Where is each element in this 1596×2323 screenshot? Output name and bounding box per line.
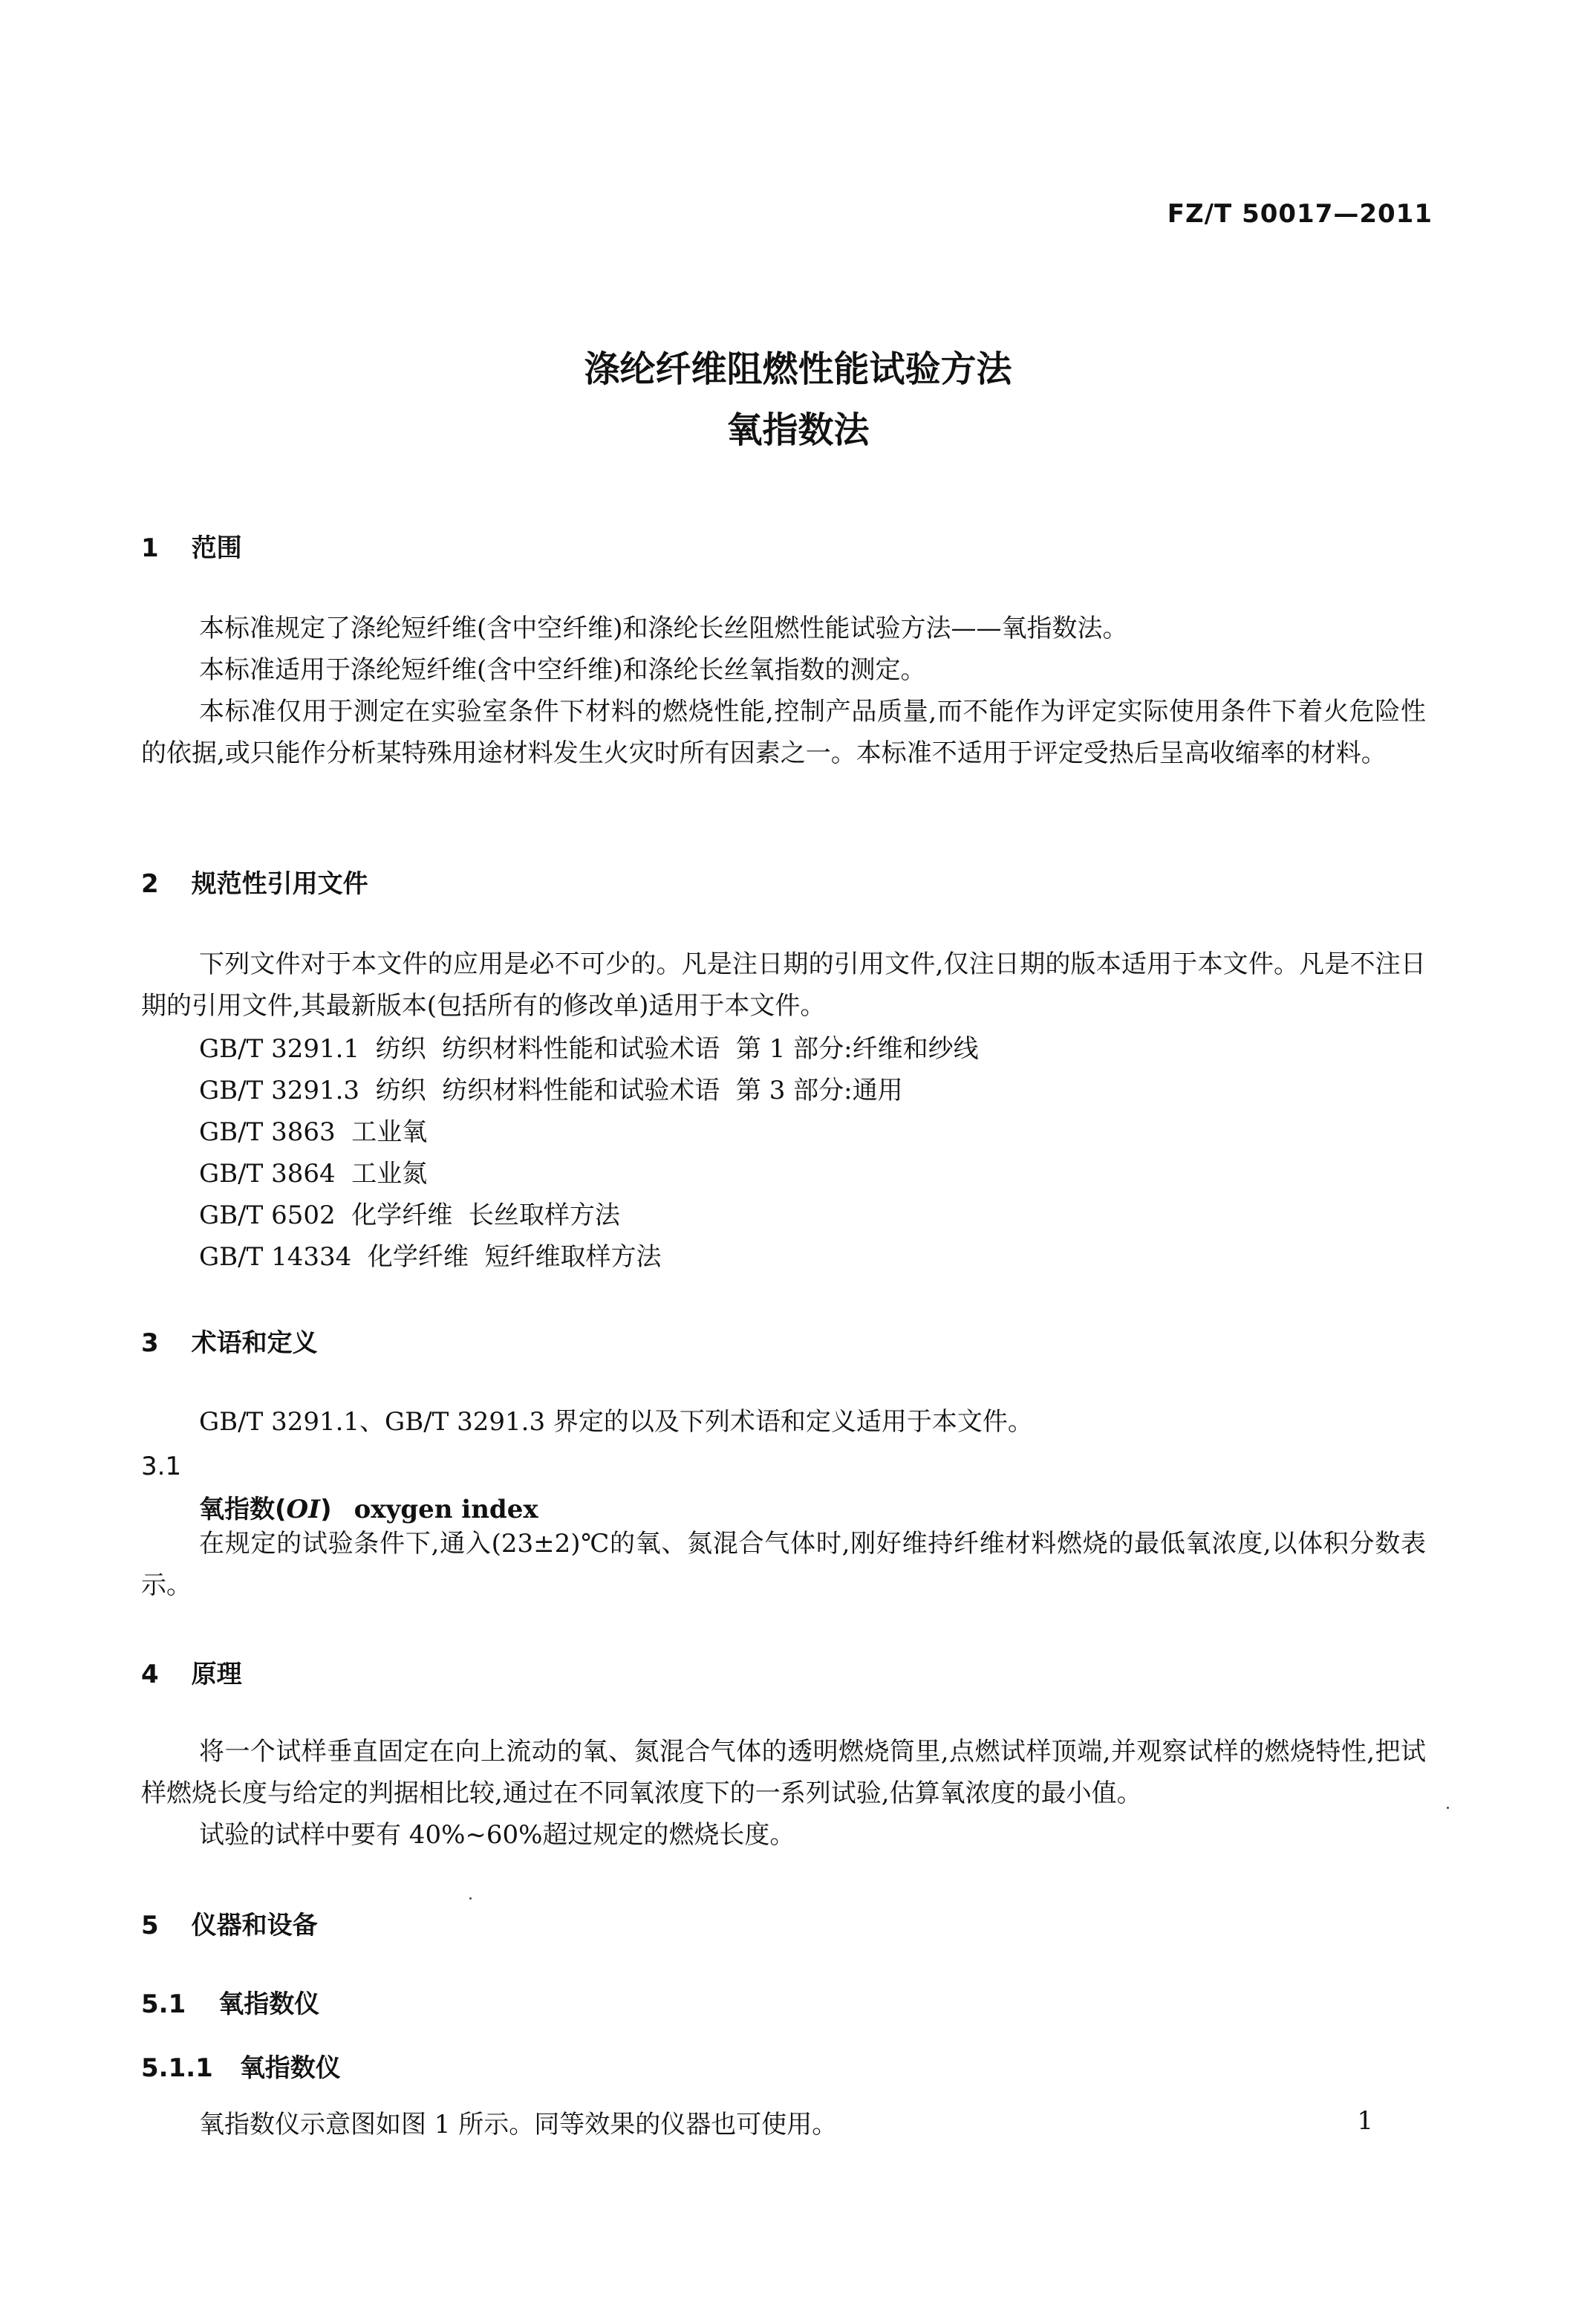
term-english: oxygen index — [354, 1495, 538, 1524]
section-number: 1 — [141, 533, 159, 563]
reference-item: GB/T 3291.1 纺织 纺织材料性能和试验术语 第 1 部分:纤维和纱线 — [199, 1034, 979, 1064]
section-title: 规范性引用文件 — [191, 869, 368, 899]
term-abbreviation: OI — [286, 1495, 321, 1524]
section-number: 5 — [141, 1911, 159, 1940]
reference-item: GB/T 14334 化学纤维 短纤维取样方法 — [199, 1242, 662, 1272]
paragraph: 下列文件对于本文件的应用是必不可少的。凡是注日期的引用文件,仅注日期的版本适用于本文件。凡是不注日期的引用文件,其最新版本(包括所有的修改单)适用于本文件。 — [141, 949, 1426, 1021]
subsection-title: 氧指数仪 — [239, 2053, 341, 2083]
subsection-title: 氧指数仪 — [218, 1989, 320, 2019]
term-definition: 在规定的试验条件下,通入(23±2)℃的氧、氮混合气体时,刚好维持纤维材料燃烧的最低氧浓度,以体积分数表示。 — [141, 1529, 1426, 1600]
paragraph: 将一个试样垂直固定在向上流动的氧、氮混合气体的透明燃烧筒里,点燃试样顶端,并观察试样的燃烧特性,把试样燃烧长度与给定的判据相比较,通过在不同氧浓度下的一系列试验,估算氧浓度的最小值。 — [141, 1737, 1426, 1808]
section-2-heading — [141, 863, 368, 900]
term-chinese: 氧指数( — [199, 1495, 287, 1524]
section-3-heading — [141, 1322, 318, 1359]
term-close-paren: ) — [320, 1495, 332, 1524]
section-4-heading — [141, 1654, 242, 1690]
subsection-number: 5.1.1 — [141, 2053, 213, 2083]
section-title: 术语和定义 — [191, 1328, 318, 1358]
paragraph: 本标准适用于涤纶短纤维(含中空纤维)和涤纶长丝氧指数的测定。 — [199, 655, 926, 685]
paragraph: GB/T 3291.1、GB/T 3291.3 界定的以及下列术语和定义适用于本文件。 — [199, 1407, 1033, 1437]
scan-speck — [1447, 1807, 1449, 1809]
paragraph: 本标准仅用于测定在实验室条件下材料的燃烧性能,控制产品质量,而不能作为评定实际使用条件下着火危险性的依据,或只能作分析某特殊用途材料发生火灾时所有因素之一。本标准不适用于评定受热后呈高收缩率的材料。 — [141, 697, 1426, 768]
section-title: 范围 — [191, 533, 242, 563]
document-subtitle: 氧指数法 — [726, 409, 870, 451]
subsection-5-1-1-heading — [141, 2047, 341, 2084]
document-title: 涤纶纤维阻燃性能试验方法 — [584, 348, 1012, 390]
scan-speck — [469, 1897, 472, 1900]
section-title: 原理 — [191, 1660, 242, 1689]
section-5-heading — [141, 1905, 318, 1941]
subsection-5-1-heading — [141, 1984, 319, 2020]
term-entry — [199, 1489, 538, 1525]
paragraph: 试验的试样中要有 40%~60%超过规定的燃烧长度。 — [199, 1820, 795, 1850]
section-number: 3 — [141, 1328, 159, 1358]
standard-number: FZ/T 50017—2011 — [1167, 199, 1433, 229]
page-number: 1 — [1357, 2106, 1373, 2136]
reference-item: GB/T 3864 工业氮 — [199, 1159, 428, 1189]
subsection-number: 5.1 — [141, 1989, 186, 2019]
paragraph: 本标准规定了涤纶短纤维(含中空纤维)和涤纶长丝阻燃性能试验方法——氧指数法。 — [199, 614, 1128, 643]
subsection-number: 3.1 — [141, 1452, 182, 1481]
section-number: 4 — [141, 1660, 159, 1689]
paragraph: 氧指数仪示意图如图 1 所示。同等效果的仪器也可使用。 — [199, 2110, 838, 2140]
section-number: 2 — [141, 869, 159, 899]
reference-item: GB/T 3863 工业氧 — [199, 1117, 428, 1147]
reference-item: GB/T 6502 化学纤维 长丝取样方法 — [199, 1201, 620, 1230]
reference-item: GB/T 3291.3 纺织 纺织材料性能和试验术语 第 3 部分:通用 — [199, 1076, 903, 1105]
section-title: 仪器和设备 — [191, 1911, 318, 1940]
section-1-heading — [141, 527, 242, 564]
